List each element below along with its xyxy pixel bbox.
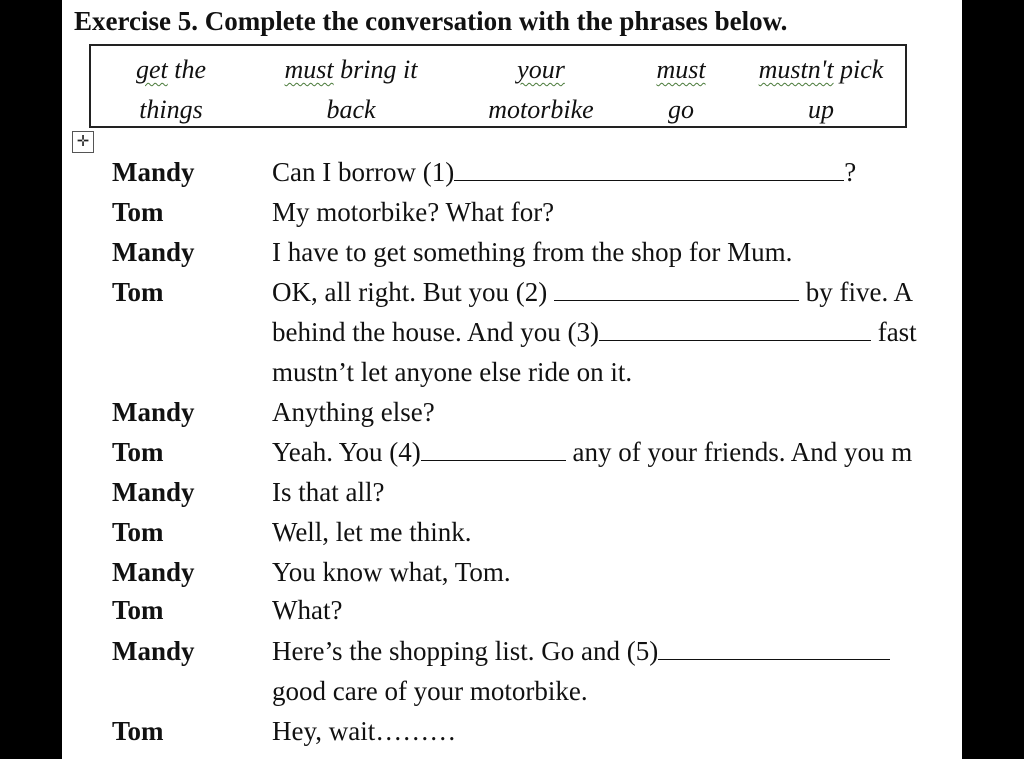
dialogue-row (62, 552, 962, 592)
dialogue-line: My motorbike? What for? (272, 197, 555, 227)
phrase-1-rest: the (167, 55, 207, 84)
line-after: ? (844, 157, 857, 187)
dialogue-line: Is that all? (272, 477, 385, 507)
speaker: Tom (112, 277, 164, 307)
phrase-box (89, 44, 907, 128)
table-move-handle-icon[interactable]: ✛ (72, 131, 94, 153)
dialogue-row (62, 312, 962, 352)
line-before: Can I borrow (1) (272, 157, 455, 187)
phrase-1-line2: things (139, 95, 203, 124)
phrase-5-word: mustn't (758, 55, 834, 84)
dialogue-row (62, 352, 962, 392)
answer-blank-1[interactable] (454, 154, 844, 181)
document-page (62, 0, 962, 759)
exercise-title: Exercise 5. Complete the conversation with the phrases below. (74, 6, 788, 36)
dialogue-row (62, 512, 962, 552)
dialogue-row (62, 152, 962, 192)
speaker: Mandy (112, 477, 195, 507)
phrase-1 (121, 50, 221, 130)
answer-blank-3[interactable] (599, 314, 871, 341)
phrase-5-line2: up (808, 95, 834, 124)
phrase-5-rest: pick (833, 55, 884, 84)
phrase-5 (746, 50, 896, 130)
speaker: Tom (112, 197, 164, 227)
dialogue-line: What? (272, 595, 343, 625)
dialogue-line (272, 631, 890, 671)
line-before: OK, all right. But you (2) (272, 277, 554, 307)
dialogue-line: good care of your motorbike. (272, 676, 588, 706)
dialogue-row (62, 272, 962, 312)
speaker: Tom (112, 716, 164, 746)
phrase-4-line2: go (668, 95, 694, 124)
phrase-2-rest: bring it (333, 55, 418, 84)
dialogue-row (62, 590, 962, 630)
dialogue-row (62, 631, 962, 671)
phrase-3-line2: motorbike (488, 95, 594, 124)
speaker: Tom (112, 595, 164, 625)
phrase-3-word: your (517, 55, 565, 84)
dialogue-line: I have to get something from the shop for Mum. (272, 237, 793, 267)
dialogue-row (62, 392, 962, 432)
dialogue-line: You know what, Tom. (272, 557, 511, 587)
speaker: Mandy (112, 636, 195, 666)
speaker: Mandy (112, 237, 195, 267)
dialogue-line: Well, let me think. (272, 517, 472, 547)
speaker: Mandy (112, 557, 195, 587)
dialogue-line (272, 312, 917, 352)
dialogue-line: Hey, wait……… (272, 716, 457, 746)
phrase-2-line2: back (326, 95, 376, 124)
answer-blank-5[interactable] (658, 633, 890, 660)
phrase-2 (271, 50, 431, 130)
line-before: Here’s the shopping list. Go and (5) (272, 636, 659, 666)
dialogue-row (62, 232, 962, 272)
dialogue-row (62, 711, 962, 751)
dialogue-line: mustn’t let anyone else ride on it. (272, 357, 633, 387)
phrase-4-word: must (656, 55, 706, 84)
answer-blank-4[interactable] (421, 434, 566, 461)
dialogue-line (272, 432, 912, 472)
phrase-1-word: get (135, 55, 168, 84)
dialogue-row (62, 192, 962, 232)
speaker: Mandy (112, 397, 195, 427)
dialogue-line (272, 152, 856, 192)
answer-blank-2[interactable] (554, 274, 799, 301)
speaker: Tom (112, 517, 164, 547)
line-after: by five. A (798, 277, 913, 307)
line-before: behind the house. And you (3) (272, 317, 599, 347)
phrase-2-word: must (284, 55, 334, 84)
speaker: Mandy (112, 157, 195, 187)
phrase-4 (641, 50, 721, 130)
line-after: any of your friends. And you m (565, 437, 913, 467)
speaker: Tom (112, 437, 164, 467)
dialogue-line (272, 272, 913, 312)
line-before: Yeah. You (4) (272, 437, 421, 467)
dialogue-line: Anything else? (272, 397, 435, 427)
dialogue-row (62, 432, 962, 472)
phrase-3 (476, 50, 606, 130)
dialogue-row (62, 472, 962, 512)
line-after: fast (870, 317, 917, 347)
dialogue-row (62, 671, 962, 711)
